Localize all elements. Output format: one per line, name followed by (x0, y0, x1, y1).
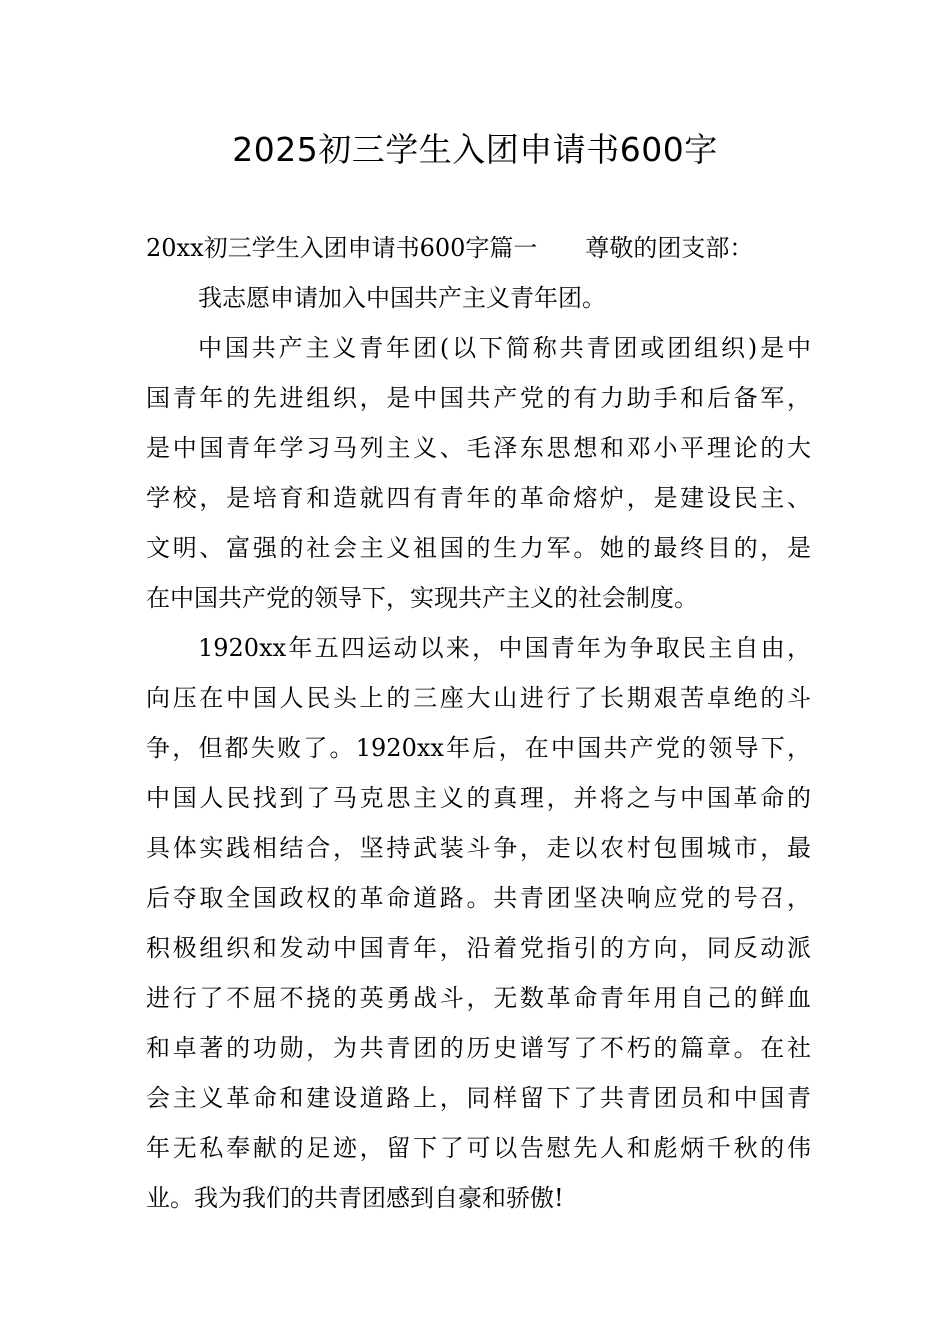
paragraph-line: 后夺取全国政权的革命道路。共青团坚决响应党的号召， (146, 884, 811, 912)
paragraph-line: 积极组织和发动中国青年，沿着党指引的方向，同反动派 (146, 934, 811, 962)
paragraph-line: 1920xx年五四运动以来，中国青年为争取民主自由， (198, 634, 811, 662)
paragraph-line: 会主义革命和建设道路上，同样留下了共青团员和中国青 (146, 1084, 811, 1112)
paragraph-line: 和卓著的功勋，为共青团的历史谱写了不朽的篇章。在社 (146, 1034, 811, 1062)
paragraph-line: 是中国青年学习马列主义、毛泽东思想和邓小平理论的大 (146, 434, 811, 462)
paragraph-line: 年无私奉献的足迹，留下了可以告慰先人和彪炳千秋的伟 (146, 1134, 811, 1162)
paragraph-line: 业。我为我们的共青团感到自豪和骄傲! (146, 1184, 564, 1212)
document-title: 2025初三学生入团申请书600字 (232, 130, 718, 169)
paragraph-line: 向压在中国人民头上的三座大山进行了长期艰苦卓绝的斗 (146, 684, 811, 712)
paragraph-line: 国青年的先进组织，是中国共产党的有力助手和后备军， (146, 384, 811, 412)
paragraph-line: 文明、富强的社会主义祖国的生力军。她的最终目的，是 (146, 534, 811, 562)
document-body (146, 223, 811, 1223)
heading-line-left: 20xx初三学生入团申请书600字篇一 (146, 234, 538, 262)
paragraph-line: 进行了不屈不挠的英勇战斗，无数革命青年用自己的鲜血 (146, 984, 811, 1012)
paragraph-line: 学校，是培育和造就四有青年的革命熔炉，是建设民主、 (146, 484, 811, 512)
heading-line (146, 223, 811, 273)
paragraph-line: 争，但都失败了。1920xx年后，在中国共产党的领导下， (146, 734, 811, 762)
paragraph-line: 在中国共产党的领导下，实现共产主义的社会制度。 (146, 584, 698, 612)
paragraph-line: 中国共产主义青年团(以下简称共青团或团组织)是中 (198, 334, 811, 362)
paragraph-line: 中国人民找到了马克思主义的真理，并将之与中国革命的 (146, 784, 811, 812)
salutation: 尊敬的团支部： (585, 234, 754, 262)
paragraph-line: 我志愿申请加入中国共产主义青年团。 (198, 284, 606, 312)
paragraph-line: 具体实践相结合，坚持武装斗争，走以农村包围城市，最 (146, 834, 811, 862)
